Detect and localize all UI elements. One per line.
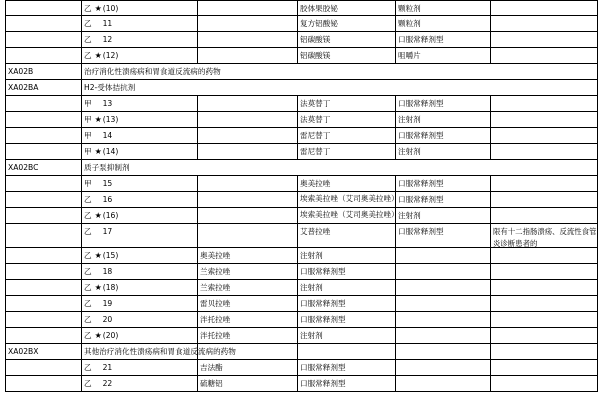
item-number: 16: [102, 195, 113, 204]
drug-name-cell: 法莫替丁: [298, 96, 396, 112]
class-number-cell: [82, 312, 198, 328]
item-number: 12: [102, 35, 113, 44]
star-icon: ★: [94, 331, 102, 340]
drug-name-cell: 雷尼替丁: [298, 144, 396, 160]
drug-name-cell: [198, 48, 298, 64]
group-title-cell: 其他治疗消化性溃疡病和胃食道反流病的药物: [82, 344, 198, 360]
item-number: (18): [102, 283, 119, 292]
table-row: [0, 376, 603, 392]
remark-cell: [491, 296, 598, 312]
class-number-cell: [82, 328, 198, 344]
code-cell: [5, 264, 82, 280]
table-row: [0, 224, 603, 248]
star-icon: ★: [94, 115, 102, 124]
item-number: (16): [102, 211, 119, 220]
table-row: [0, 144, 603, 160]
drug-name-cell: 奥美拉唑: [198, 248, 298, 264]
dosage-form-cell: 颗粒剂: [396, 0, 491, 16]
remark-cell: [491, 48, 598, 64]
item-number: 14: [102, 131, 113, 140]
table-row: [0, 128, 603, 144]
drug-name-cell: [198, 224, 298, 248]
empty-cell: [491, 344, 598, 360]
drug-class: 乙: [84, 251, 92, 260]
dosage-form-cell: 口服常释剂型: [396, 224, 491, 248]
remark-cell: [491, 176, 598, 192]
code-cell: [5, 96, 82, 112]
table-row: [0, 192, 603, 208]
class-number-cell: [82, 128, 198, 144]
drug-class: 乙: [84, 331, 92, 340]
star-icon: ★: [94, 211, 102, 220]
dosage-form-cell: [396, 296, 491, 312]
class-number-cell: [82, 0, 198, 16]
code-cell: [5, 0, 82, 16]
dosage-form-cell: [396, 376, 491, 392]
drug-name-cell: 奥美拉唑: [298, 176, 396, 192]
class-number-cell: [82, 360, 198, 376]
code-cell: [5, 32, 82, 48]
table-row: [0, 208, 603, 224]
drug-name-cell: 口服常释剂型: [298, 312, 396, 328]
star-icon: ★: [94, 51, 102, 60]
code-cell: [5, 376, 82, 392]
table-row: [0, 16, 603, 32]
class-number-cell: [82, 376, 198, 392]
remark-cell: 限有十二指肠溃疡、反流性食管炎诊断患者的: [491, 224, 598, 248]
dosage-form-cell: 注射剂: [396, 112, 491, 128]
remark-cell: [491, 376, 598, 392]
code-cell: XA02BA: [5, 80, 82, 96]
remark-cell: [491, 144, 598, 160]
drug-name-cell: [198, 176, 298, 192]
code-cell: [5, 280, 82, 296]
drug-name-cell: 注射剂: [298, 328, 396, 344]
empty-cell: [198, 344, 298, 360]
dosage-form-cell: 注射剂: [396, 208, 491, 224]
star-icon: ★: [94, 251, 102, 260]
item-number: 21: [102, 363, 113, 372]
table-row: [0, 96, 603, 112]
star-icon: ★: [94, 4, 102, 13]
drug-class: 甲: [84, 179, 92, 188]
item-number: (12): [102, 51, 119, 60]
item-number: 19: [102, 299, 113, 308]
drug-class: 乙: [84, 35, 92, 44]
class-number-cell: [82, 112, 198, 128]
table-group-row: [0, 344, 603, 360]
remark-cell: [491, 0, 598, 16]
drug-name-cell: [198, 0, 298, 16]
drug-name-cell: [198, 96, 298, 112]
drug-name-cell: 兰索拉唑: [198, 280, 298, 296]
table-row: [0, 312, 603, 328]
drug-class: 乙: [84, 4, 92, 13]
class-number-cell: [82, 248, 198, 264]
class-number-cell: [82, 208, 198, 224]
drug-name-cell: 泮托拉唑: [198, 328, 298, 344]
remark-cell: [491, 96, 598, 112]
drug-class: 乙: [84, 379, 92, 388]
dosage-form-cell: 口服常释剂型: [396, 128, 491, 144]
dosage-form-cell: 口服常释剂型: [396, 96, 491, 112]
drug-name-cell: 艾普拉唑: [298, 224, 396, 248]
drug-name-cell: 硫糖铝: [198, 376, 298, 392]
dosage-form-cell: [396, 264, 491, 280]
class-number-cell: [82, 224, 198, 248]
drug-class: 甲: [84, 147, 92, 156]
drug-name-cell: [198, 144, 298, 160]
drug-name-cell: 胶体果胶铋: [298, 0, 396, 16]
drug-name-cell: 埃索美拉唑（艾司奥美拉唑）: [298, 208, 396, 224]
table-row: [0, 32, 603, 48]
code-cell: [5, 312, 82, 328]
code-cell: [5, 296, 82, 312]
item-number: (10): [102, 4, 119, 13]
drug-name-cell: 雷贝拉唑: [198, 296, 298, 312]
table-row: [0, 112, 603, 128]
code-cell: XA02BC: [5, 160, 82, 176]
remark-cell: [491, 264, 598, 280]
remark-cell: [491, 16, 598, 32]
drug-name-cell: 口服常释剂型: [298, 376, 396, 392]
table-row: [0, 248, 603, 264]
code-cell: [5, 176, 82, 192]
drug-name-cell: 雷尼替丁: [298, 128, 396, 144]
item-number: 15: [102, 179, 113, 188]
item-number: 11: [102, 19, 113, 28]
class-number-cell: [82, 32, 198, 48]
drug-name-cell: [198, 112, 298, 128]
dosage-form-cell: 口服常释剂型: [396, 176, 491, 192]
remark-cell: [491, 32, 598, 48]
class-number-cell: [82, 264, 198, 280]
item-number: (20): [102, 331, 119, 340]
remark-cell: [491, 112, 598, 128]
table-group-row: [0, 160, 603, 176]
drug-class: 乙: [84, 363, 92, 372]
class-number-cell: [82, 296, 198, 312]
class-number-cell: [82, 48, 198, 64]
drug-class: 乙: [84, 19, 92, 28]
drug-class: 乙: [84, 195, 92, 204]
drug-name-cell: 泮托拉唑: [198, 312, 298, 328]
drug-name-cell: 铝碳酸镁: [298, 32, 396, 48]
drug-name-cell: [198, 16, 298, 32]
class-number-cell: [82, 96, 198, 112]
remark-cell: [491, 280, 598, 296]
group-title-cell: 质子泵抑制剂: [82, 160, 598, 176]
code-cell: [5, 360, 82, 376]
table-row: [0, 296, 603, 312]
drug-class: 乙: [84, 227, 92, 236]
class-number-cell: [82, 144, 198, 160]
code-cell: [5, 224, 82, 248]
item-number: 13: [102, 99, 113, 108]
drug-name-cell: 注射剂: [298, 248, 396, 264]
group-title-cell: 治疗消化性溃疡病和胃食道反流病的药物: [82, 64, 598, 80]
drug-name-cell: 复方铝酸铋: [298, 16, 396, 32]
drug-name-cell: 口服常释剂型: [298, 264, 396, 280]
code-cell: [5, 328, 82, 344]
group-title-cell: H2-受体拮抗剂: [82, 80, 598, 96]
drug-name-cell: 吉法酯: [198, 360, 298, 376]
code-cell: XA02B: [5, 64, 82, 80]
code-cell: XA02BX: [5, 344, 82, 360]
code-cell: [5, 248, 82, 264]
class-number-cell: [82, 176, 198, 192]
star-icon: ★: [94, 147, 102, 156]
code-cell: [5, 192, 82, 208]
table-row: [0, 264, 603, 280]
item-number: (14): [102, 147, 119, 156]
code-cell: [5, 48, 82, 64]
table-row: [0, 280, 603, 296]
drug-class: 甲: [84, 115, 92, 124]
dosage-form-cell: [396, 360, 491, 376]
code-cell: [5, 128, 82, 144]
dosage-form-cell: 口服常释剂型: [396, 192, 491, 208]
code-cell: [5, 144, 82, 160]
dosage-form-cell: [396, 280, 491, 296]
table-row: [0, 0, 603, 16]
drug-name-cell: 注射剂: [298, 280, 396, 296]
drug-name-cell: 法莫替丁: [298, 112, 396, 128]
star-icon: ★: [94, 283, 102, 292]
dosage-form-cell: 颗粒剂: [396, 16, 491, 32]
drug-class: 乙: [84, 211, 92, 220]
drug-name-cell: 铝碳酸镁: [298, 48, 396, 64]
drug-name-cell: 埃索美拉唑（艾司奥美拉唑）: [298, 192, 396, 208]
dosage-form-cell: [396, 248, 491, 264]
remark-cell: [491, 248, 598, 264]
drug-class: 乙: [84, 267, 92, 276]
drug-name-cell: [198, 128, 298, 144]
remark-cell: [491, 328, 598, 344]
item-number: (15): [102, 251, 119, 260]
dosage-form-cell: 注射剂: [396, 144, 491, 160]
empty-cell: [298, 344, 396, 360]
class-number-cell: [82, 16, 198, 32]
drug-class: 乙: [84, 315, 92, 324]
remark-cell: [491, 208, 598, 224]
drug-class: 乙: [84, 283, 92, 292]
drug-class: 乙: [84, 51, 92, 60]
table-row: [0, 48, 603, 64]
remark-cell: [491, 128, 598, 144]
dosage-form-cell: 咀嚼片: [396, 48, 491, 64]
dosage-form-cell: 口服常释剂型: [396, 32, 491, 48]
item-number: 22: [102, 379, 113, 388]
table-row: [0, 176, 603, 192]
item-number: 20: [102, 315, 113, 324]
dosage-form-cell: [396, 328, 491, 344]
item-number: 18: [102, 267, 113, 276]
drug-class: 乙: [84, 299, 92, 308]
table-group-row: [0, 80, 603, 96]
drug-name-cell: [198, 192, 298, 208]
drug-name-cell: [198, 208, 298, 224]
item-number: (13): [102, 115, 119, 124]
drug-name-cell: 兰索拉唑: [198, 264, 298, 280]
drug-name-cell: 口服常释剂型: [298, 296, 396, 312]
remark-cell: [491, 192, 598, 208]
drug-class: 甲: [84, 131, 92, 140]
remark-cell: [491, 360, 598, 376]
table-group-row: [0, 64, 603, 80]
code-cell: [5, 208, 82, 224]
class-number-cell: [82, 280, 198, 296]
code-cell: [5, 112, 82, 128]
empty-cell: [396, 344, 491, 360]
code-cell: [5, 16, 82, 32]
remark-cell: [491, 312, 598, 328]
table-row: [0, 328, 603, 344]
drug-name-cell: [198, 32, 298, 48]
item-number: 17: [102, 227, 113, 236]
dosage-form-cell: [396, 312, 491, 328]
class-number-cell: [82, 192, 198, 208]
drug-class: 甲: [84, 99, 92, 108]
drug-name-cell: 口服常释剂型: [298, 360, 396, 376]
table-row: [0, 360, 603, 376]
